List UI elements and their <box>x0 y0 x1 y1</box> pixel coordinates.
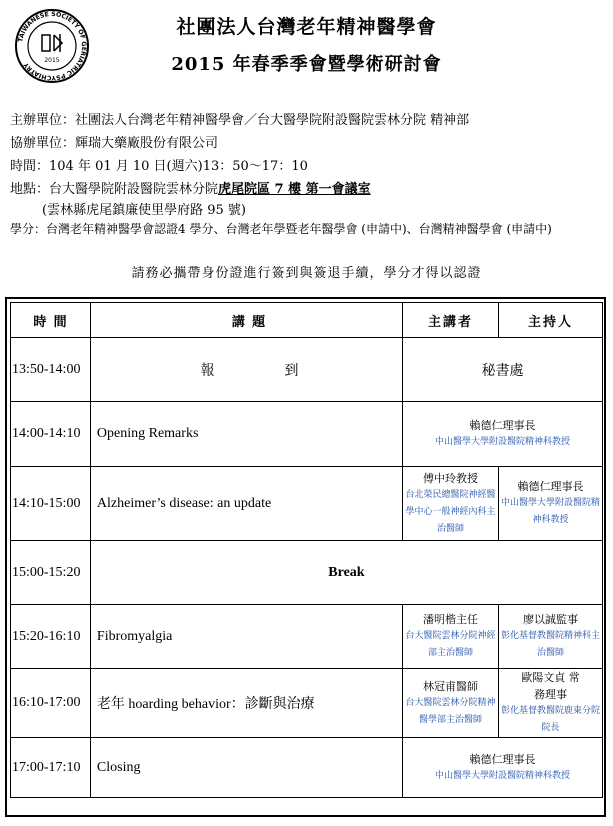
row-topic: Alzheimer’s disease: an update <box>90 467 402 541</box>
row-speaker-cell <box>403 402 603 467</box>
row-chair-cell <box>498 467 602 541</box>
speaker-name: 賴德仁理事長 <box>469 419 536 432</box>
row-time: 14:00-14:10 <box>11 402 91 467</box>
speaker-name: 林冠甫醫師 <box>423 679 479 693</box>
row-time: 13:50-14:00 <box>11 338 91 402</box>
table-row <box>11 541 603 605</box>
time-line: 時間：104 年 01 月 10 日(週六)13：50～17：10 <box>10 159 308 174</box>
speaker-affiliation: 中山醫學大學附設醫院精神科教授 <box>435 770 571 781</box>
table-row <box>11 669 603 738</box>
header-time: 時 間 <box>11 303 91 338</box>
table-row <box>11 738 603 798</box>
speaker-affiliation: 中山醫學大學附設醫院精神科教授 <box>435 437 571 447</box>
speaker-affiliation: 台大醫院雲林分院精神醫學部主治醫師 <box>405 697 496 725</box>
header-topic: 講 題 <box>90 303 402 338</box>
row-speaker-cell <box>403 738 603 798</box>
row-chair-cell <box>498 669 602 738</box>
table-row <box>11 402 603 467</box>
table-row <box>11 605 603 669</box>
organizer-line: 主辦單位：社團法人台灣老年精神醫學會／台大醫學院附設醫院雲林分院 精神部 <box>10 113 470 128</box>
row-speaker-name: 秘書處 <box>403 338 603 402</box>
venue-line <box>10 178 371 197</box>
row-time: 14:10-15:00 <box>11 467 91 541</box>
row-speaker-cell <box>403 467 499 541</box>
chair-name: 廖以誠監事 <box>522 613 578 626</box>
chair-affiliation: 彰化基督教醫院精神科主治醫師 <box>500 631 600 658</box>
row-topic: Break <box>90 541 602 605</box>
venue-prefix: 地點：台大醫學院附設醫院雲林分院 <box>10 182 219 197</box>
speaker-name: 傅中玲教授 <box>423 471 479 485</box>
row-chair-cell <box>498 605 602 669</box>
sign-in-notice: 請務必攜帶身份證進行簽到與簽退手續，學分才得以認證 <box>131 266 482 281</box>
row-topic: 報 到 <box>90 338 402 402</box>
table-row <box>11 467 603 541</box>
header-speaker: 主講者 <box>403 303 499 338</box>
row-topic: Opening Remarks <box>90 402 402 467</box>
svg-text:2015: 2015 <box>44 57 60 64</box>
row-time: 15:20-16:10 <box>11 605 91 669</box>
row-topic: Closing <box>90 738 402 798</box>
chair-affiliation: 彰化基督教醫院鹿東分院院長 <box>500 706 600 733</box>
schedule-table <box>10 302 603 798</box>
row-topic: Fibromyalgia <box>90 605 402 669</box>
table-row <box>11 338 603 402</box>
row-speaker-cell <box>403 605 499 669</box>
co-organizer-line: 協辦單位：輝瑞大藥廠股份有限公司 <box>10 136 219 151</box>
speaker-name: 賴德仁理事長 <box>469 752 536 766</box>
page-title: 社團法人台灣老年精神醫學會 <box>176 16 437 38</box>
chair-name: 賴德仁理事長 <box>517 480 584 493</box>
page-subtitle: 2015 年春季季會暨學術研討會 <box>171 54 442 75</box>
chair-affiliation: 中山醫學大學附設醫院精神科教授 <box>500 498 600 525</box>
row-speaker-cell <box>403 669 499 738</box>
svg-text:TAIWANESE SOCIETY OF GERIATRIC: TAIWANESE SOCIETY OF GERIATRIC PSYCHIATRY <box>17 10 88 82</box>
speaker-affiliation: 台大醫院雲林分院神經部主治醫師 <box>405 631 496 658</box>
speaker-affiliation: 台北榮民總醫院神經醫學中心一般神經內科主治醫師 <box>405 489 496 534</box>
credits-line: 學分：台灣老年精神醫學會認證4 學分、台灣老年學暨老年醫學會 (申請中)、台灣精神醫學會 (申請中) <box>10 222 552 236</box>
row-time: 15:00-15:20 <box>11 541 91 605</box>
row-topic: 老年 hoarding behavior：診斷與治療 <box>90 669 402 738</box>
venue-highlight: 虎尾院區 7 樓 第一會議室 <box>218 182 371 197</box>
address-line: (雲林縣虎尾鎮廉使里學府路 95 號) <box>42 203 246 218</box>
speaker-name: 潘明楷主任 <box>423 613 479 626</box>
table-header-row <box>11 303 603 338</box>
header-chair: 主持人 <box>498 303 602 338</box>
row-time: 16:10-17:00 <box>11 669 91 738</box>
chair-name: 歐陽文貞 常務理事 <box>521 671 580 701</box>
row-time: 17:00-17:10 <box>11 738 91 798</box>
